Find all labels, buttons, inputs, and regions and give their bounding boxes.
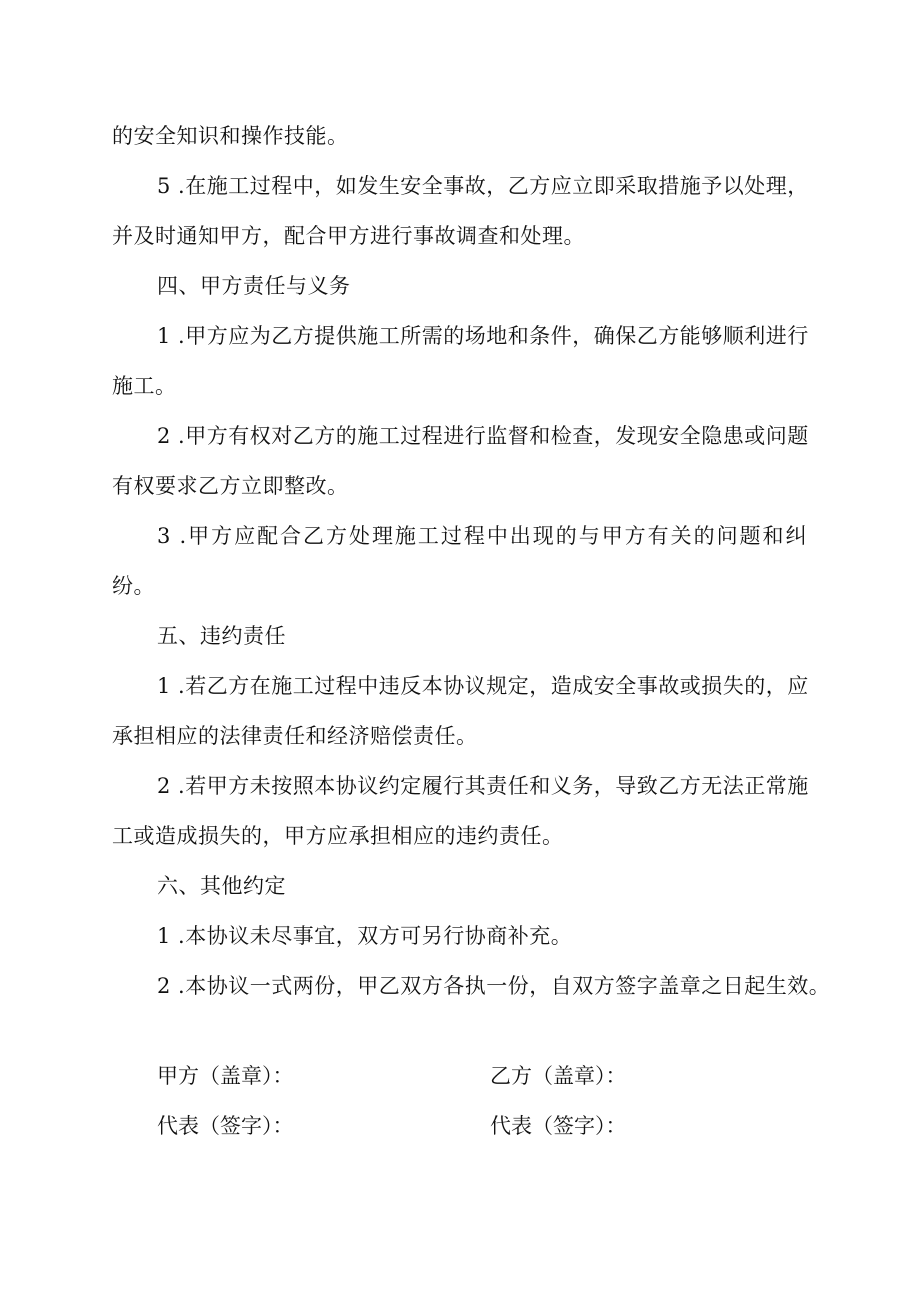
- paragraph-line: 2 .本协议一式两份，甲乙双方各执一份，自双方签字盖章之日起生效。: [157, 974, 831, 998]
- party-b-seal-label: 乙方（盖章）：: [490, 1064, 627, 1088]
- paragraph-line: 施工。: [112, 374, 177, 398]
- paragraph-line: 承担相应的法律责任和经济赔偿责任。: [112, 724, 478, 748]
- paragraph-line: 2 .甲方有权对乙方的施工过程进行监督和检查，发现安全隐患或问题: [157, 424, 809, 448]
- section-heading: 五、违约责任: [157, 624, 286, 648]
- paragraph-line: 纷。: [112, 574, 155, 598]
- party-a-seal-label: 甲方（盖章）：: [157, 1064, 294, 1088]
- paragraph-line: 并及时通知甲方，配合甲方进行事故调查和处理。: [112, 224, 585, 248]
- paragraph-line: 1 .若乙方在施工过程中违反本协议规定，造成安全事故或损失的，应: [157, 674, 809, 698]
- party-b-representative-label: 代表（签字）：: [490, 1114, 627, 1138]
- paragraph-line: 工或造成损失的，甲方应承担相应的违约责任。: [112, 824, 564, 848]
- paragraph-line: 3 .甲方应配合乙方处理施工过程中出现的与甲方有关的问题和纠: [157, 524, 807, 548]
- section-heading: 六、其他约定: [157, 874, 286, 898]
- paragraph-line: 有权要求乙方立即整改。: [112, 474, 349, 498]
- paragraph-line: 5 .在施工过程中，如发生安全事故，乙方应立即采取措施予以处理，: [157, 174, 809, 198]
- paragraph-line: 1 .本协议未尽事宜，双方可另行协商补充。: [157, 924, 573, 948]
- paragraph-line: 的安全知识和操作技能。: [112, 124, 349, 148]
- party-a-representative-label: 代表（签字）：: [157, 1114, 294, 1138]
- paragraph-line: 2 .若甲方未按照本协议约定履行其责任和义务，导致乙方无法正常施: [157, 774, 809, 798]
- section-heading: 四、甲方责任与义务: [157, 274, 351, 298]
- paragraph-line: 1 .甲方应为乙方提供施工所需的场地和条件，确保乙方能够顺利进行: [157, 324, 809, 348]
